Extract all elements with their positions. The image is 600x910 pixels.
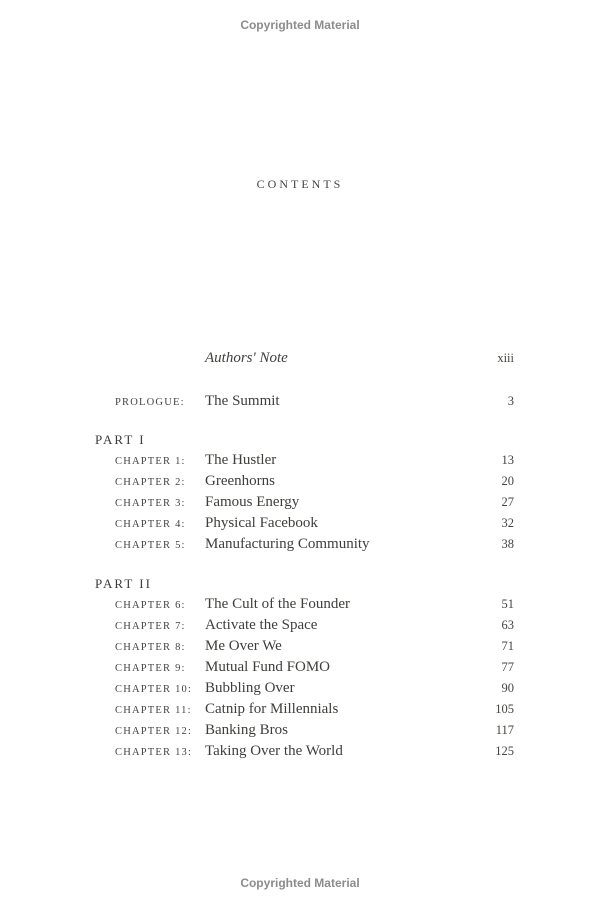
toc-row-chapter-9 [95,657,514,678]
toc-row-chapter-8 [95,636,514,657]
chapter-label: CHAPTER 9: [115,663,186,674]
chapter-label: CHAPTER 4: [115,519,186,530]
prologue-label: PROLOGUE: [115,397,185,408]
chapter-page-number: 77 [501,660,514,674]
chapter-label: CHAPTER 1: [115,456,186,467]
chapter-label: CHAPTER 3: [115,498,186,509]
chapter-title: Me Over We [205,638,282,654]
chapter-title: Physical Facebook [205,515,318,531]
toc-row-chapter-5 [95,534,514,555]
chapter-label: CHAPTER 6: [115,600,186,611]
chapter-title: Catnip for Millennials [205,701,339,717]
chapter-page-number: 32 [501,516,514,530]
chapter-page-number: 125 [495,744,514,758]
toc-row-chapter-3 [95,492,514,513]
chapter-label: CHAPTER 7: [115,621,186,632]
prologue-page-number: 3 [507,394,514,408]
part-1-heading: PART I [95,432,146,447]
chapter-page-number: 90 [501,681,514,695]
chapter-page-number: 27 [501,495,514,509]
chapter-label: CHAPTER 11: [115,705,192,716]
toc-row-chapter-2 [95,471,514,492]
toc-row-chapter-13 [95,741,514,762]
chapter-label: CHAPTER 10: [115,684,193,695]
toc-row-chapter-4 [95,513,514,534]
chapter-page-number: 20 [501,474,514,488]
chapter-title: Greenhorns [205,473,275,489]
chapter-title: The Cult of the Founder [205,596,350,612]
prologue-title: The Summit [205,393,280,409]
chapter-page-number: 63 [501,618,514,632]
authors-note-title: Authors' Note [205,350,288,366]
chapter-title: Banking Bros [205,722,288,738]
chapter-title: Mutual Fund FOMO [205,659,331,675]
chapter-title: The Hustler [205,452,277,468]
chapter-page-number: 105 [495,702,514,716]
authors-note-page-number: xiii [497,351,514,365]
chapter-label: CHAPTER 13: [115,747,193,758]
page-title: CONTENTS [256,177,344,191]
copyright-banner-top: Copyrighted Material [240,18,360,32]
toc-row-chapter-6 [95,594,514,615]
chapter-title: Bubbling Over [205,680,295,696]
chapter-title: Activate the Space [205,617,318,633]
chapter-title: Taking Over the World [205,743,343,759]
chapter-page-number: 38 [501,537,514,551]
chapter-label: CHAPTER 12: [115,726,193,737]
chapter-title: Manufacturing Community [205,536,370,552]
chapter-title: Famous Energy [205,494,300,510]
toc-row-chapter-10 [95,678,514,699]
chapter-page-number: 13 [501,453,514,467]
toc-row-chapter-7 [95,615,514,636]
chapter-page-number: 117 [495,723,514,737]
toc-row-prologue [95,391,514,412]
toc-row-chapter-12 [95,720,514,741]
toc-row-chapter-11 [95,699,514,720]
chapter-page-number: 71 [501,639,514,653]
table-of-contents [95,348,514,762]
toc-row-authors-note [95,348,514,369]
chapter-label: CHAPTER 2: [115,477,186,488]
copyright-banner-bottom: Copyrighted Material [240,876,360,890]
chapter-label: CHAPTER 5: [115,540,186,551]
toc-row-chapter-1 [95,450,514,471]
chapter-page-number: 51 [501,597,514,611]
chapter-label: CHAPTER 8: [115,642,186,653]
part-2-heading: PART II [95,576,152,591]
